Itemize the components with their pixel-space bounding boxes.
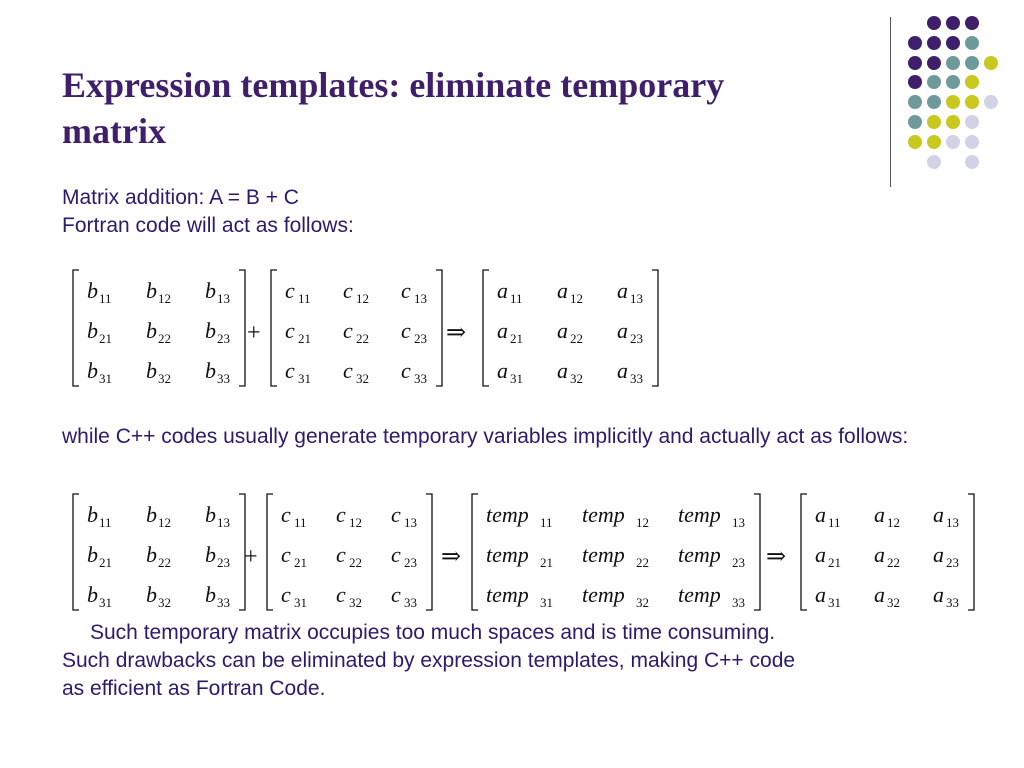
conclusion-line-2: Such drawbacks can be eliminated by expression templates, making C++ code: [62, 649, 796, 672]
decor-dot: [946, 95, 960, 109]
matrix-entry-index: 32: [887, 595, 900, 610]
matrix-entry: b: [146, 358, 157, 383]
decor-dot: [946, 115, 960, 129]
decor-dot: [965, 56, 979, 70]
matrix-entry-index: 22: [570, 331, 583, 346]
matrix-entry: a: [497, 318, 508, 343]
matrix-entry-index: 31: [294, 595, 307, 610]
matrix-entry: a: [874, 582, 885, 607]
matrix-entry: c: [285, 278, 295, 303]
matrix-entry-index: 22: [158, 555, 171, 570]
matrix-entry: b: [205, 502, 216, 527]
left-bracket: [73, 270, 79, 386]
matrix-entry-index: 22: [887, 555, 900, 570]
matrix-entry: c: [401, 278, 411, 303]
matrix-entry: b: [87, 502, 98, 527]
decor-dot: [927, 36, 941, 50]
right-bracket: [239, 270, 245, 386]
matrix-entry-index: 32: [570, 371, 583, 386]
matrix-entry-index: 33: [217, 371, 230, 386]
plus-operator: +: [247, 320, 261, 346]
cpp-paragraph: while C++ codes usually generate temporary variables implicitly and actually act as follows:: [62, 425, 909, 448]
conclusion-paragraph: [62, 619, 962, 703]
matrix-entry-index: 31: [510, 371, 523, 386]
right-bracket: [652, 270, 658, 386]
matrix-entry: b: [87, 542, 98, 567]
matrix-entry-index: 21: [298, 331, 311, 346]
matrix-entry: a: [815, 502, 826, 527]
left-bracket: [271, 270, 277, 386]
left-bracket: [267, 494, 273, 610]
matrix-entry-index: 12: [570, 291, 583, 306]
right-bracket: [754, 494, 760, 610]
matrix-entry: a: [557, 358, 568, 383]
matrix-entry-index: 21: [540, 555, 553, 570]
decor-dot: [927, 56, 941, 70]
matrix-entry-index: 13: [217, 291, 230, 306]
decor-dot: [946, 75, 960, 89]
decor-dot: [946, 56, 960, 70]
matrix-entry-index: 31: [298, 371, 311, 386]
matrix-entry: b: [146, 582, 157, 607]
decor-dot: [908, 75, 922, 89]
matrix-entry: c: [391, 542, 401, 567]
matrix-entry-index: 33: [732, 595, 745, 610]
matrix-entry: b: [205, 582, 216, 607]
right-bracket: [436, 270, 442, 386]
decor-dot: [965, 115, 979, 129]
decor-dot: [908, 135, 922, 149]
matrix-entry-index: 31: [99, 371, 112, 386]
divider-line: [890, 17, 891, 187]
decor-dot: [946, 16, 960, 30]
decor-dot: [965, 155, 979, 169]
matrix-entry: c: [281, 582, 291, 607]
matrix-entry-index: 23: [946, 555, 959, 570]
left-bracket: [73, 494, 79, 610]
matrix-entry-index: 22: [349, 555, 362, 570]
matrix-entry-index: 11: [99, 291, 112, 306]
left-bracket: [472, 494, 478, 610]
matrix-entry: a: [874, 542, 885, 567]
matrix-entry-index: 32: [158, 595, 171, 610]
matrix-entry-index: 21: [510, 331, 523, 346]
decor-dot: [927, 115, 941, 129]
implies-arrow: ⇒: [441, 544, 462, 570]
matrix-entry-index: 23: [630, 331, 643, 346]
decor-dot: [965, 75, 979, 89]
matrix-entry-index: 12: [158, 515, 171, 530]
left-bracket: [801, 494, 807, 610]
matrix-entry-index: 22: [636, 555, 649, 570]
matrix-entry-index: 12: [158, 291, 171, 306]
matrix-entry-index: 31: [540, 595, 553, 610]
decor-dot: [946, 36, 960, 50]
matrix-entry-index: 22: [158, 331, 171, 346]
matrix-entry-index: 11: [540, 515, 553, 530]
matrix-entry-index: 21: [99, 331, 112, 346]
title-line-1: Expression templates: eliminate temporary: [62, 65, 725, 105]
fortran-equation: [0, 262, 1024, 398]
matrix-entry: temp: [486, 542, 529, 567]
matrix-entry: c: [285, 318, 295, 343]
matrix-entry-index: 11: [294, 515, 307, 530]
matrix-entry-index: 13: [217, 515, 230, 530]
matrix-entry-index: 33: [630, 371, 643, 386]
slide-title: [62, 62, 862, 154]
matrix-entry-index: 32: [356, 371, 369, 386]
matrix-entry: temp: [486, 502, 529, 527]
decor-dot: [927, 155, 941, 169]
matrix-entry: c: [336, 542, 346, 567]
matrix-entry: a: [617, 278, 628, 303]
matrix-entry-index: 12: [636, 515, 649, 530]
title-line-2: matrix: [62, 111, 166, 151]
decor-dot: [927, 135, 941, 149]
matrix-entry: c: [401, 358, 411, 383]
matrix-entry: temp: [582, 502, 625, 527]
matrix-entry-index: 11: [99, 515, 112, 530]
matrix-entry: a: [557, 278, 568, 303]
decor-dot: [946, 135, 960, 149]
decor-dot: [965, 36, 979, 50]
matrix-entry-index: 11: [298, 291, 311, 306]
decor-dot: [965, 135, 979, 149]
matrix-entry-index: 13: [414, 291, 427, 306]
intro-line-2: Fortran code will act as follows:: [62, 214, 354, 237]
matrix-entry: a: [557, 318, 568, 343]
conclusion-line-3: as efficient as Fortran Code.: [62, 677, 326, 700]
matrix-entry: b: [146, 502, 157, 527]
matrix-entry: c: [343, 318, 353, 343]
matrix-entry: b: [87, 318, 98, 343]
decor-dot: [984, 95, 998, 109]
decor-dot: [908, 95, 922, 109]
matrix-entry: a: [497, 278, 508, 303]
matrix-entry: a: [933, 582, 944, 607]
matrix-entry: c: [281, 502, 291, 527]
right-bracket: [968, 494, 974, 610]
matrix-entry: c: [391, 582, 401, 607]
matrix-entry-index: 32: [636, 595, 649, 610]
matrix-entry-index: 23: [217, 331, 230, 346]
matrix-entry: temp: [582, 582, 625, 607]
matrix-entry-index: 33: [946, 595, 959, 610]
matrix-entry: b: [146, 278, 157, 303]
intro-line-1: Matrix addition: A = B + C: [62, 186, 299, 209]
plus-operator: +: [244, 544, 258, 570]
decor-dot: [927, 95, 941, 109]
implies-arrow: ⇒: [446, 320, 467, 346]
matrix-entry: a: [497, 358, 508, 383]
matrix-entry-index: 21: [294, 555, 307, 570]
right-bracket: [426, 494, 432, 610]
matrix-entry-index: 13: [732, 515, 745, 530]
matrix-entry: c: [343, 278, 353, 303]
matrix-entry: temp: [678, 502, 721, 527]
matrix-entry-index: 23: [217, 555, 230, 570]
matrix-entry-index: 31: [828, 595, 841, 610]
matrix-entry: b: [205, 358, 216, 383]
matrix-entry-index: 32: [158, 371, 171, 386]
intro-paragraph: [62, 184, 962, 240]
matrix-entry: a: [933, 502, 944, 527]
decor-dot: [927, 75, 941, 89]
matrix-entry: a: [815, 542, 826, 567]
implies-arrow: ⇒: [766, 544, 787, 570]
matrix-entry: b: [146, 542, 157, 567]
matrix-entry-index: 12: [349, 515, 362, 530]
matrix-entry: a: [874, 502, 885, 527]
matrix-entry: b: [87, 358, 98, 383]
matrix-entry-index: 32: [349, 595, 362, 610]
matrix-entry-index: 12: [356, 291, 369, 306]
decor-dot: [965, 95, 979, 109]
cpp-equation: [0, 486, 1024, 622]
matrix-entry-index: 23: [414, 331, 427, 346]
matrix-entry: c: [343, 358, 353, 383]
matrix-entry: b: [146, 318, 157, 343]
decor-dot: [965, 16, 979, 30]
matrix-entry: b: [205, 278, 216, 303]
matrix-entry: a: [617, 358, 628, 383]
matrix-entry-index: 33: [217, 595, 230, 610]
matrix-entry: c: [401, 318, 411, 343]
matrix-entry: c: [391, 502, 401, 527]
matrix-entry-index: 11: [828, 515, 841, 530]
matrix-entry-index: 13: [946, 515, 959, 530]
matrix-entry-index: 31: [99, 595, 112, 610]
matrix-entry: b: [87, 278, 98, 303]
matrix-entry-index: 13: [404, 515, 417, 530]
matrix-entry: b: [87, 582, 98, 607]
matrix-entry: c: [281, 542, 291, 567]
matrix-entry-index: 23: [732, 555, 745, 570]
left-bracket: [483, 270, 489, 386]
matrix-entry-index: 33: [414, 371, 427, 386]
matrix-entry: c: [285, 358, 295, 383]
matrix-entry: c: [336, 502, 346, 527]
decor-dot: [908, 56, 922, 70]
matrix-entry: a: [617, 318, 628, 343]
matrix-entry-index: 21: [99, 555, 112, 570]
matrix-entry-index: 23: [404, 555, 417, 570]
matrix-entry-index: 12: [887, 515, 900, 530]
matrix-entry: temp: [678, 542, 721, 567]
decor-dot: [927, 16, 941, 30]
matrix-entry-index: 11: [510, 291, 523, 306]
matrix-entry-index: 22: [356, 331, 369, 346]
matrix-entry: c: [336, 582, 346, 607]
conclusion-line-1: Such temporary matrix occupies too much spaces and is time consuming.: [90, 621, 776, 644]
decor-dot: [984, 56, 998, 70]
decor-dot: [908, 36, 922, 50]
decor-dot: [908, 115, 922, 129]
matrix-entry: temp: [582, 542, 625, 567]
matrix-entry-index: 13: [630, 291, 643, 306]
matrix-entry: b: [205, 318, 216, 343]
matrix-entry-index: 33: [404, 595, 417, 610]
matrix-entry: a: [933, 542, 944, 567]
matrix-entry-index: 21: [828, 555, 841, 570]
matrix-entry: a: [815, 582, 826, 607]
matrix-entry: temp: [678, 582, 721, 607]
matrix-entry: temp: [486, 582, 529, 607]
matrix-entry: b: [205, 542, 216, 567]
